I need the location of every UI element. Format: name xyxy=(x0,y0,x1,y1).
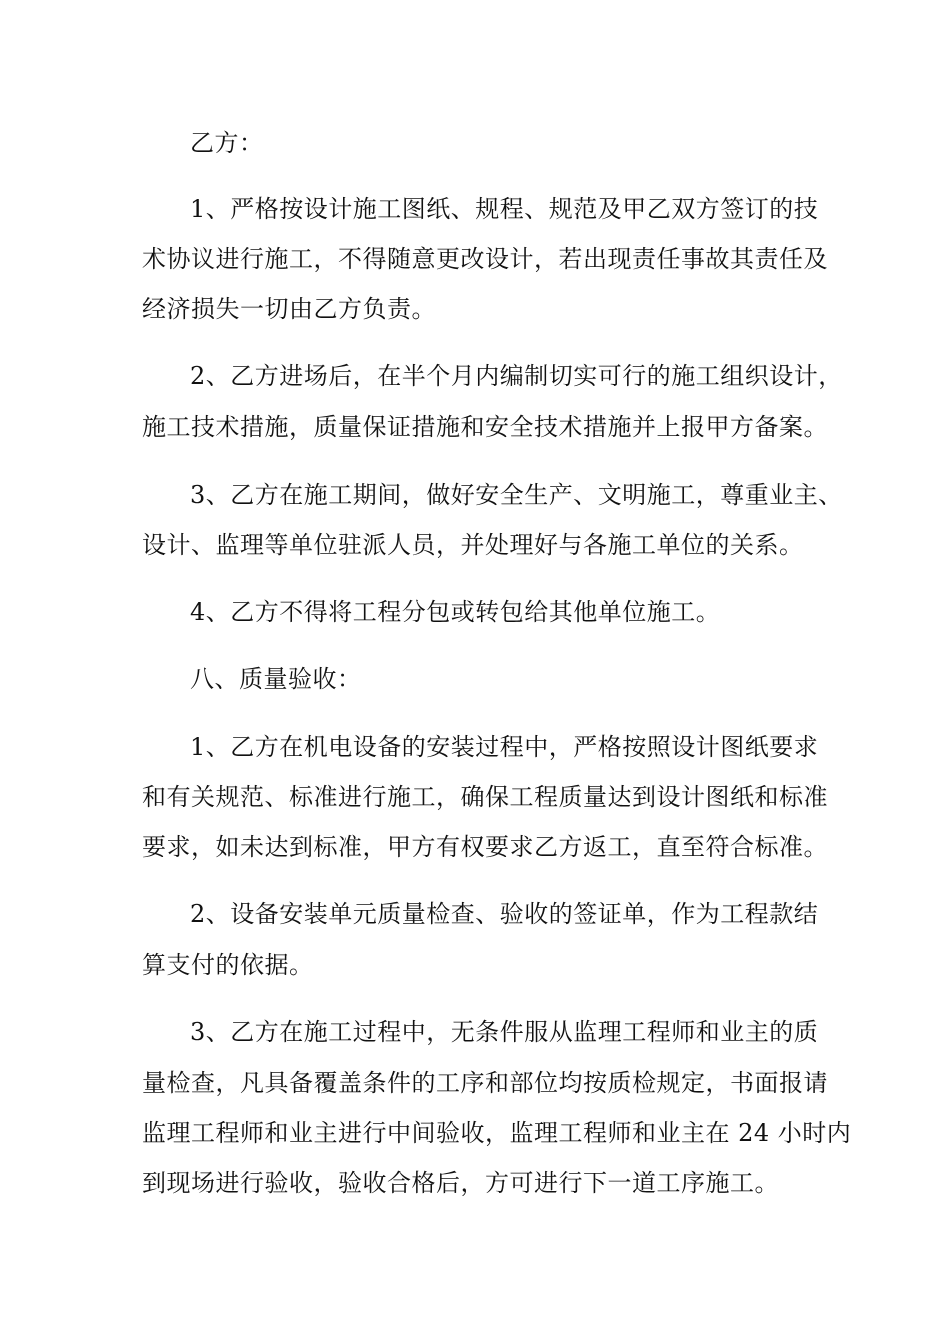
para-1-line-3: 经济损失一切由乙方负责。 xyxy=(142,295,436,323)
sec8-para-2-line-2: 算支付的依据。 xyxy=(142,951,314,979)
para-3-line-2: 设计、监理等单位驻派人员，并处理好与各施工单位的关系。 xyxy=(142,531,804,559)
sec8-para-3-line-3: 监理工程师和业主进行中间验收，监理工程师和业主在 24 小时内 xyxy=(142,1119,852,1147)
sec8-para-2-line-1: 2、设备安装单元质量检查、验收的签证单，作为工程款结 xyxy=(190,900,819,928)
heading-yifang: 乙方： xyxy=(190,129,264,157)
sec8-para-3-line-4: 到现场进行验收，验收合格后，方可进行下一道工序施工。 xyxy=(142,1169,779,1197)
para-2-line-1: 2、乙方进场后，在半个月内编制切实可行的施工组织设计， xyxy=(190,362,843,390)
heading-section8: 八、质量验收： xyxy=(190,665,362,693)
sec8-para-3-line-1: 3、乙方在施工过程中，无条件服从监理工程师和业主的质 xyxy=(190,1018,819,1046)
para-4-line-1: 4、乙方不得将工程分包或转包给其他单位施工。 xyxy=(190,598,721,626)
para-1-line-1: 1、严格按设计施工图纸、规程、规范及甲乙双方签订的技 xyxy=(190,195,819,223)
para-2-line-2: 施工技术措施，质量保证措施和安全技术措施并上报甲方备案。 xyxy=(142,413,828,441)
para-1-line-2: 术协议进行施工，不得随意更改设计，若出现责任事故其责任及 xyxy=(142,245,828,273)
para-3-line-1: 3、乙方在施工期间，做好安全生产、文明施工，尊重业主、 xyxy=(190,481,843,509)
sec8-para-1-line-1: 1、乙方在机电设备的安装过程中，严格按照设计图纸要求 xyxy=(190,733,819,761)
sec8-para-1-line-2: 和有关规范、标准进行施工，确保工程质量达到设计图纸和标准 xyxy=(142,783,828,811)
sec8-para-3-line-2: 量检查，凡具备覆盖条件的工序和部位均按质检规定，书面报请 xyxy=(142,1069,828,1097)
sec8-para-1-line-3: 要求，如未达到标准，甲方有权要求乙方返工，直至符合标准。 xyxy=(142,833,828,861)
